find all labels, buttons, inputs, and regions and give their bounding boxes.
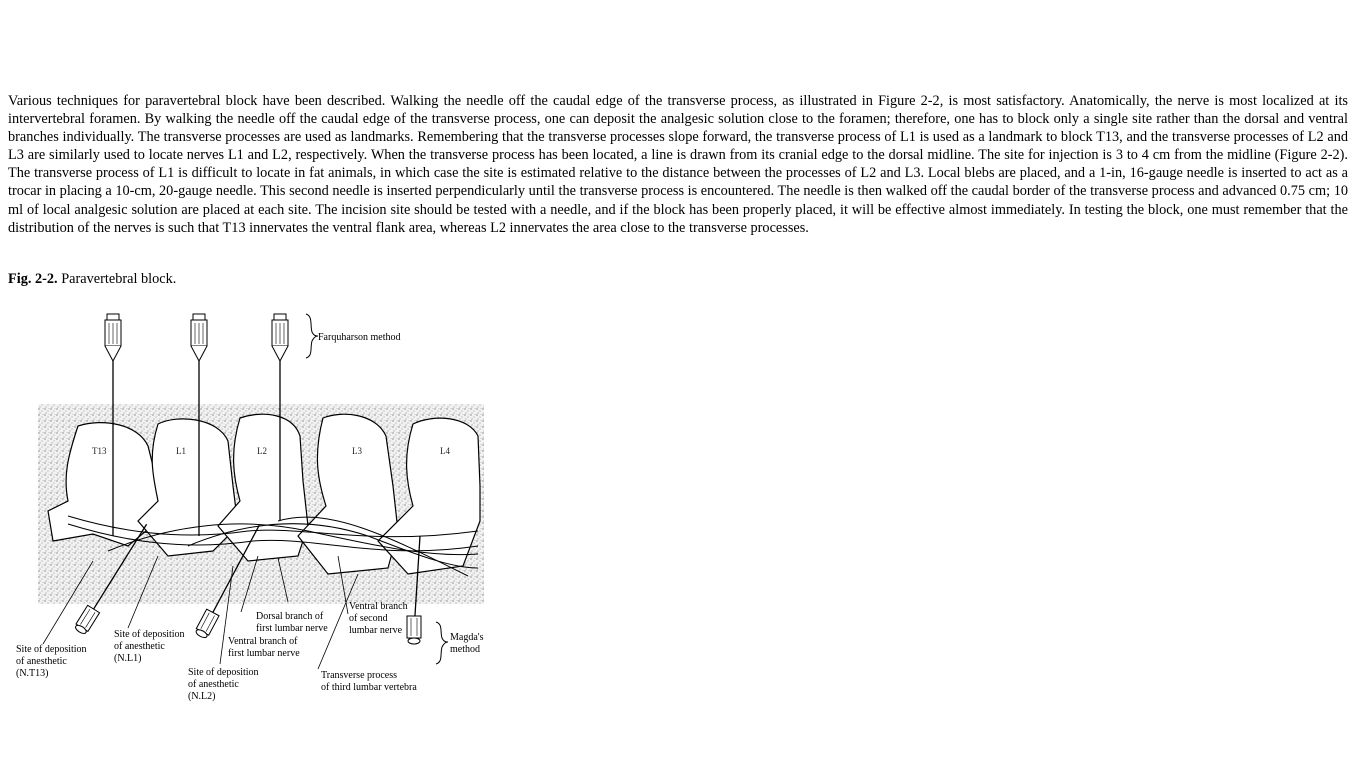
label-magda-1: Magda's — [450, 632, 484, 643]
figure-caption — [8, 270, 176, 288]
label-site-t13-3: (N.T13) — [16, 668, 49, 679]
label-dorsal-1: Dorsal branch of — [256, 611, 324, 622]
label-magda-2: method — [450, 644, 480, 655]
label-dorsal-2: first lumbar nerve — [256, 623, 328, 634]
label-transverse-2: of third lumbar vertebra — [321, 682, 417, 693]
farquharson-brace — [306, 314, 318, 358]
label-site-l2-1: Site of deposition — [188, 667, 259, 678]
label-site-l2-2: of anesthetic — [188, 679, 239, 690]
vertebra-label-t13: T13 — [92, 446, 107, 456]
body-paragraph: Various techniques for paravertebral block have been described. Walking the needle off the caudal edge of the transverse process, as illustrated in Figure 2-2, is most satisfactory. Anatomically, the nerve is most localized at its intervertebral foramen. By walking the needle off the caudal edge of the transverse process, one can deposit the analgesic solution close to the foramen; therefore, one has to block only a single site rather than the dorsal and ventral branches individually. The transverse processes are used as landmarks. Remembering that the transverse processes slope forward, the transverse process of L1 is used as a landmark to block T13, and the transverse processes of L2 and L3 are similarly used to locate nerves L1 and L2, respectively. When the transverse process has been located, a line is drawn from its cranial edge to the dorsal midline. The site for injection is 3 to 4 cm from the midline (Figure 2-2). The transverse process of L1 is difficult to locate in fat animals, in which case the site is estimated relative to the distance between the processes of L2 and L3. Local blebs are placed, and a 1-in, 16-gauge needle is inserted to act as a trocar in placing a 10-cm, 20-gauge needle. This second needle is inserted perpendicularly until the transverse process is encountered. The needle is then walked off the caudal border of the transverse process and advanced 0.75 cm; 10 ml of local analgesic solution are placed at each site. The incision site should be tested with a needle, and if the block has been properly placed, it will be effective almost immediately. In testing the block, one must remember that the distribution of the nerves is such that T13 innervates the ventral flank area, whereas L2 innervates the area close to the transverse processes. — [8, 93, 1348, 236]
label-ventral1-2: first lumbar nerve — [228, 648, 300, 659]
label-site-l1-3: (N.L1) — [114, 653, 142, 664]
magda-brace — [436, 622, 448, 664]
label-farquharson: Farquharson method — [318, 332, 401, 343]
label-transverse-1: Transverse process — [321, 670, 398, 681]
label-ventral2-2: of second — [349, 613, 388, 624]
vertebra-label-l2: L2 — [257, 446, 267, 456]
vertebra-label-l4: L4 — [440, 446, 450, 456]
vertebra-label-l3: L3 — [352, 446, 362, 456]
paravertebral-block-figure — [8, 306, 498, 706]
label-ventral2-1: Ventral branch — [349, 601, 408, 612]
label-ventral2-3: lumbar nerve — [349, 625, 403, 636]
vertebra-label-l1: L1 — [176, 446, 186, 456]
label-site-t13-1: Site of deposition — [16, 644, 87, 655]
figure-illustration — [8, 306, 498, 706]
figure-caption-text: Paravertebral block. — [57, 271, 177, 287]
label-site-l1-1: Site of deposition — [114, 629, 185, 640]
label-site-l2-3: (N.L2) — [188, 691, 216, 702]
label-site-t13-2: of anesthetic — [16, 656, 67, 667]
label-ventral1-1: Ventral branch of — [228, 636, 298, 647]
figure-caption-label: Fig. 2-2. — [8, 271, 58, 287]
label-site-l1-2: of anesthetic — [114, 641, 165, 652]
